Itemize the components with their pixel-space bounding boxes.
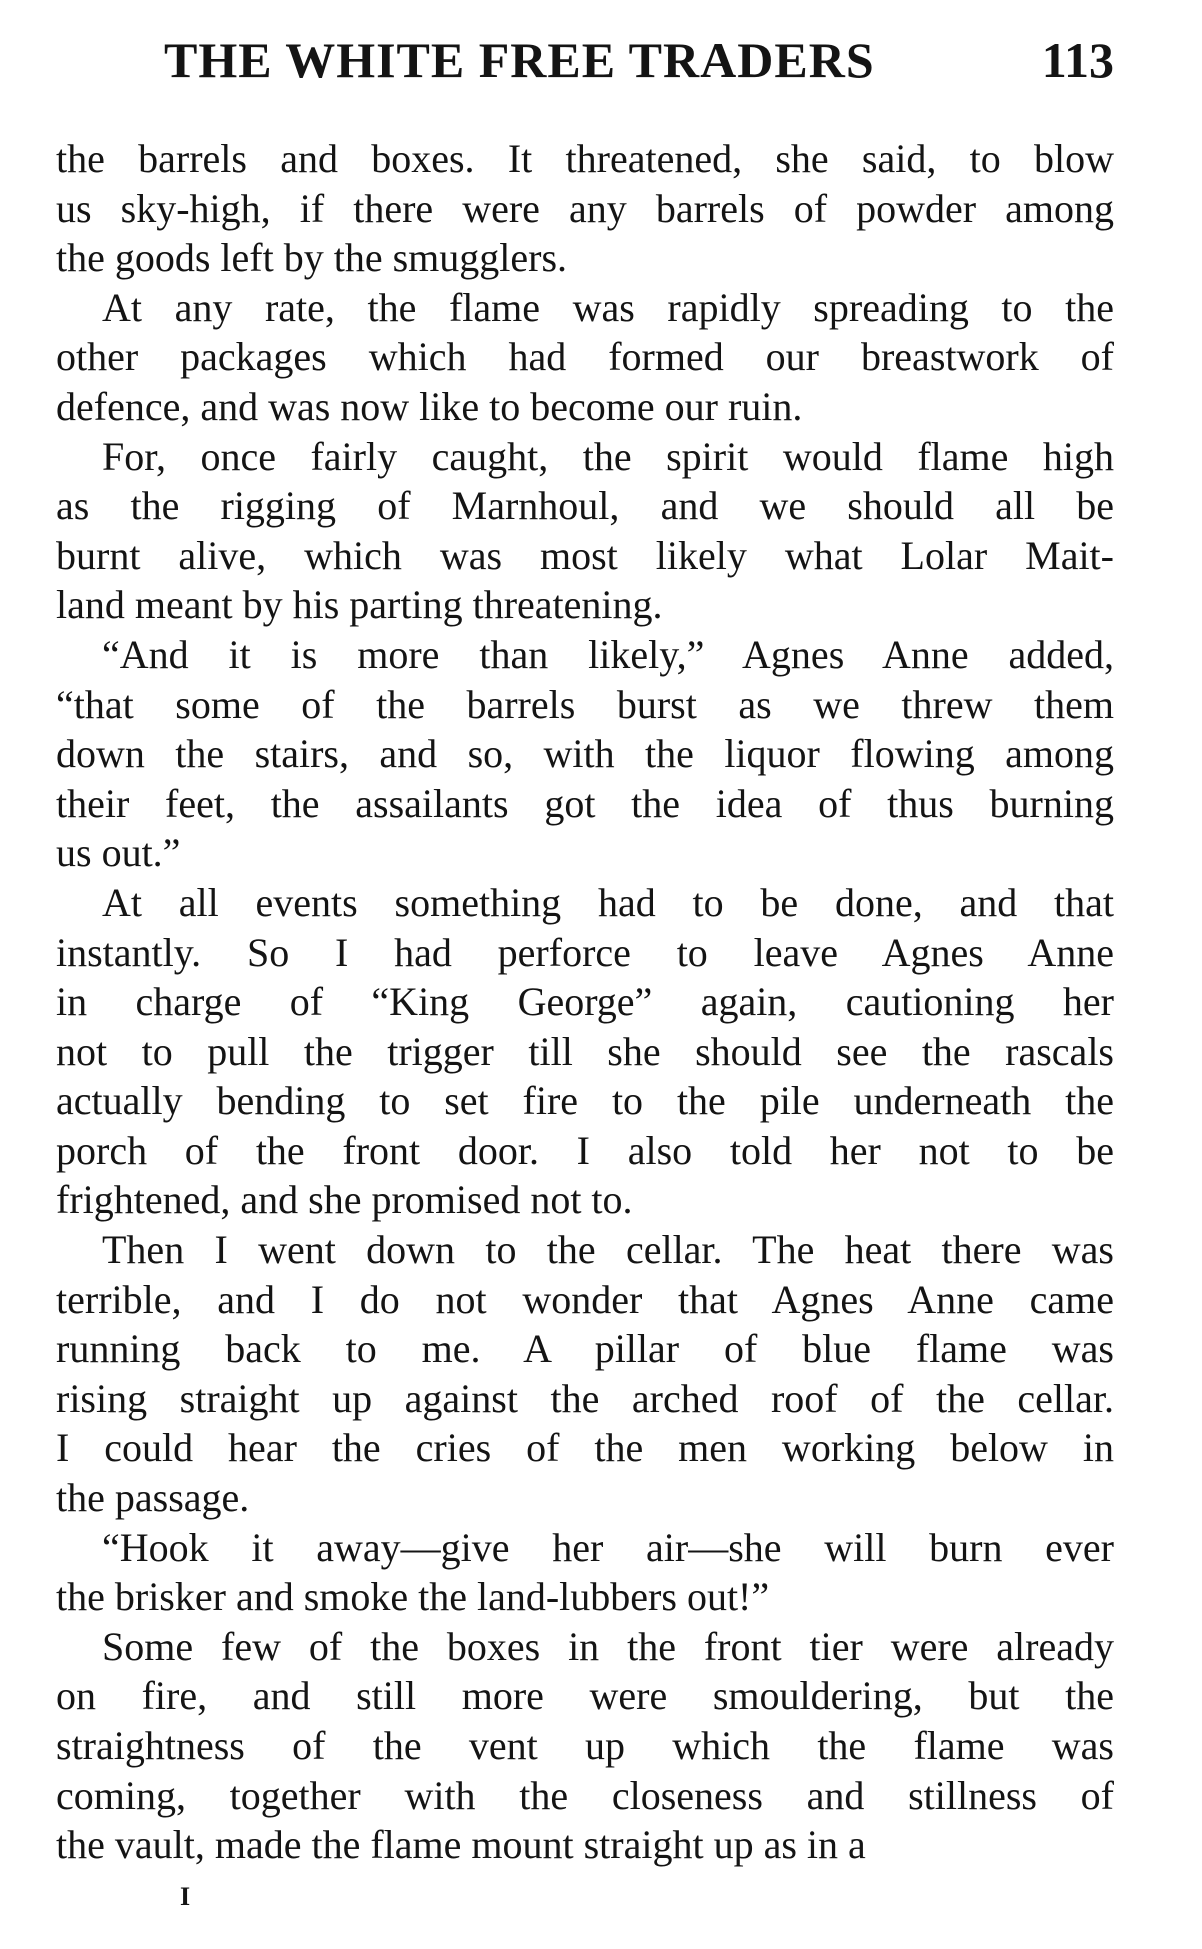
paragraph [56, 1523, 1114, 1622]
text-line: the brisker and smoke the land-lubbers out!” [56, 1574, 770, 1620]
signature-mark: I [180, 1882, 191, 1911]
text-line: coming, together with the closeness and stillness of [56, 1772, 1114, 1818]
text-line: their feet, the assailants got the idea of thus burning [56, 780, 1114, 826]
text-line: the passage. [56, 1475, 250, 1521]
text-line: other packages which had formed our breastwork of [56, 334, 1114, 380]
paragraph [56, 1622, 1114, 1870]
text-line: running back to me. A pillar of blue flame was [56, 1326, 1114, 1372]
body-text [56, 134, 1114, 1870]
text-line: down the stairs, and so, with the liquor flowing among [56, 731, 1114, 777]
paragraph [56, 1225, 1114, 1523]
running-title: THE WHITE FREE TRADERS [164, 32, 875, 88]
running-head [164, 28, 1114, 92]
text-line: us sky-high, if there were any barrels of powder among [56, 185, 1114, 231]
paragraph [56, 432, 1114, 630]
text-line: instantly. So I had perforce to leave Agnes Anne [56, 929, 1114, 975]
text-line: Then I went down to the cellar. The heat there was [102, 1227, 1114, 1273]
text-line: defence, and was now like to become our ruin. [56, 383, 803, 429]
text-line: actually bending to set fire to the pile underneath the [56, 1078, 1114, 1124]
text-line: rising straight up against the arched roof of the cellar. [56, 1375, 1114, 1421]
text-line: land meant by his parting threatening. [56, 582, 663, 628]
text-line: us out.” [56, 830, 181, 876]
text-line: the goods left by the smugglers. [56, 235, 568, 281]
paragraph [56, 283, 1114, 432]
text-line: “And it is more than likely,” Agnes Anne added, [102, 631, 1114, 677]
text-line: burnt alive, which was most likely what Lolar Mait- [56, 532, 1114, 578]
text-line: frightened, and she promised not to. [56, 1177, 633, 1223]
text-line: the barrels and boxes. It threatened, she said, to blow [56, 136, 1114, 181]
text-line: on fire, and still more were smouldering, but the [56, 1673, 1114, 1719]
text-line: At any rate, the flame was rapidly spreading to the [102, 284, 1114, 330]
page-number: 113 [1041, 32, 1114, 88]
text-line: “Hook it away—give her air—she will burn ever [102, 1524, 1114, 1570]
text-line: porch of the front door. I also told her not to be [56, 1127, 1114, 1173]
text-line: “that some of the barrels burst as we threw them [56, 681, 1114, 727]
text-line: At all events something had to be done, and that [102, 879, 1114, 925]
text-line: the vault, made the flame mount straight up as in a [56, 1822, 866, 1868]
text-line: For, once fairly caught, the spirit would flame high [102, 433, 1114, 479]
text-line: not to pull the trigger till she should see the rascals [56, 1028, 1114, 1074]
text-line: as the rigging of Marnhoul, and we should all be [56, 483, 1114, 529]
text-line: straightness of the vent up which the flame was [56, 1723, 1114, 1768]
text-line: Some few of the boxes in the front tier were already [102, 1623, 1114, 1669]
paragraph [56, 630, 1114, 878]
paragraph [56, 134, 1114, 283]
text-line: in charge of “King George” again, cautioning her [56, 979, 1114, 1025]
paragraph [56, 878, 1114, 1225]
text-line: I could hear the cries of the men working below in [56, 1425, 1114, 1471]
text-line: terrible, and I do not wonder that Agnes Anne came [56, 1276, 1114, 1322]
